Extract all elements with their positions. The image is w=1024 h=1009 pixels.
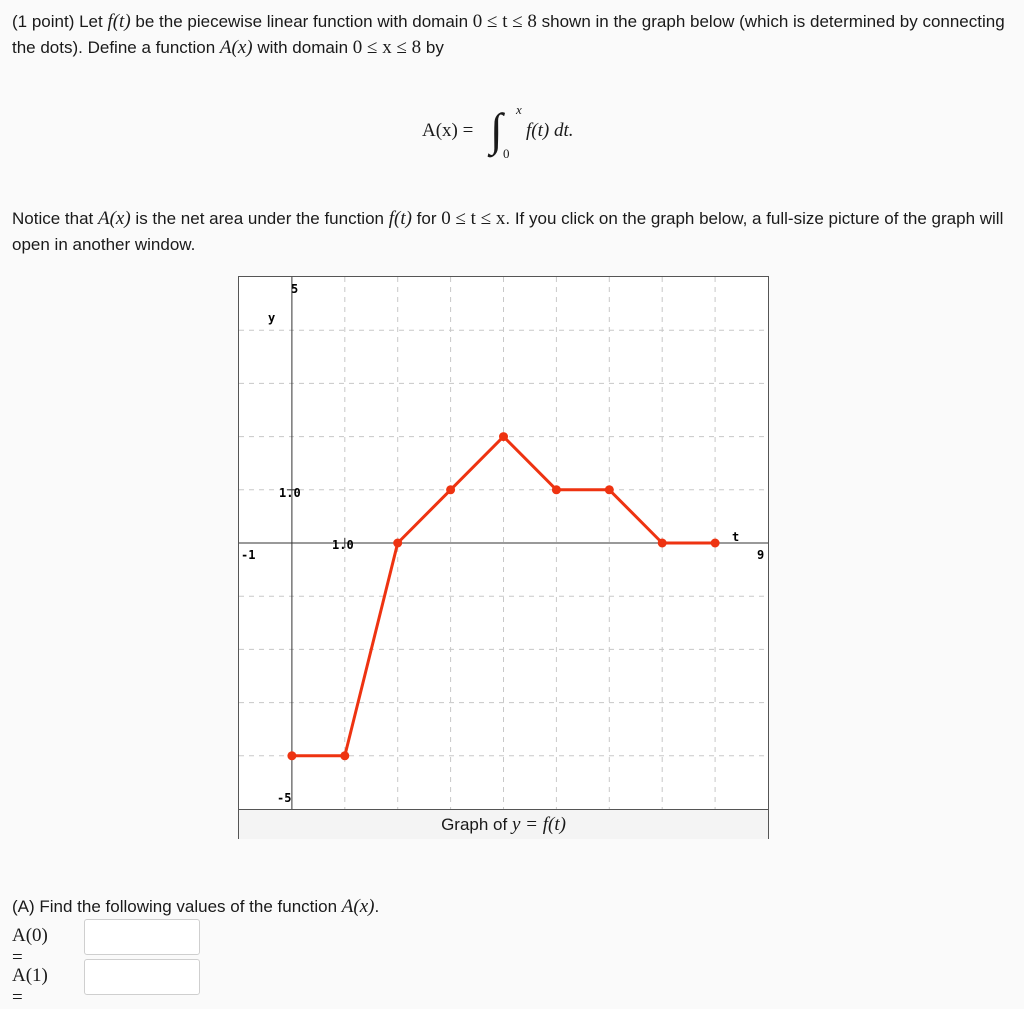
a1-label: A(1) = [12, 965, 48, 1008]
label-x1: 1.0 [332, 538, 354, 552]
intro-text-1: (1 point) Let [12, 12, 108, 31]
a-of-x-math: A(x) [219, 37, 253, 58]
integral-upper-limit: x [516, 102, 522, 117]
notice-text [12, 206, 1012, 258]
part-a-text-2: . [374, 897, 380, 916]
part-a-prompt [12, 894, 1012, 920]
notice-text-2: is the net area under the function [130, 209, 389, 228]
domain-x-math: 0 ≤ x ≤ 8 [352, 37, 422, 58]
intro-text-2: be the piecewise linear function with domain [130, 12, 473, 31]
label-y1: 1.0 [279, 486, 301, 500]
intro-text-5: by [421, 38, 444, 57]
label-yname: y [268, 311, 276, 325]
data-point-0-7 [658, 539, 667, 548]
formula-integrand: f(t) dt. [526, 120, 574, 141]
data-point-0-5 [552, 485, 561, 494]
a0-label: A(0) = [12, 925, 48, 968]
a0-answer-input[interactable] [84, 919, 200, 955]
intro-text-3: shown in the graph below (which is determined by connecting the dots). Define a function [12, 12, 1005, 57]
data-point-0-3 [446, 485, 455, 494]
notice-f-of-t-math: f(t) [388, 208, 412, 229]
label-xmin: -1 [241, 548, 256, 562]
data-point-0-8 [711, 539, 720, 548]
domain-t-math: 0 ≤ t ≤ 8 [472, 11, 537, 32]
data-point-0-0 [287, 751, 296, 760]
label-ymax: 5 [291, 282, 299, 296]
caption-text: Graph of [441, 815, 512, 834]
part-a-text-1: (A) Find the following values of the function [12, 897, 342, 916]
notice-text-4: . If you click on the graph below, a full-size picture of the graph will open in another window. [12, 209, 1004, 254]
data-point-0-6 [605, 485, 614, 494]
data-point-0-4 [499, 432, 508, 441]
notice-text-1: Notice that [12, 209, 98, 228]
integral-sign-icon: ∫ [490, 104, 503, 155]
integral-lower-limit: 0 [503, 146, 510, 161]
graph-plot[interactable] [239, 277, 768, 809]
data-point-0-2 [393, 539, 402, 548]
label-xmax: 9 [757, 548, 765, 562]
notice-a-of-x-math: A(x) [98, 208, 131, 229]
integral-formula [418, 104, 618, 164]
intro-text-4: with domain [252, 38, 353, 57]
notice-text-3: for [411, 209, 442, 228]
formula-lhs: A(x) = [422, 120, 474, 141]
graph-container[interactable] [238, 276, 769, 839]
label-ymin: -5 [277, 791, 292, 805]
label-tname: t [732, 530, 740, 544]
graph-caption [239, 809, 768, 839]
f-of-t-math: f(t) [107, 11, 131, 32]
notice-range-math: 0 ≤ t ≤ x [441, 208, 506, 229]
problem-intro [12, 9, 1012, 61]
part-a-a-of-x-math: A(x) [341, 896, 375, 917]
caption-math: y = f(t) [511, 814, 566, 835]
data-point-0-1 [340, 751, 349, 760]
